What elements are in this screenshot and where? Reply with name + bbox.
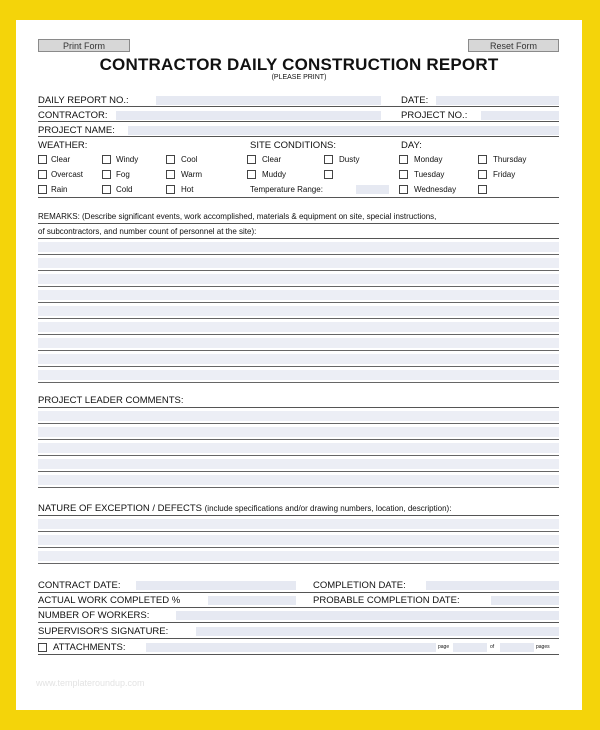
writing-line <box>38 455 559 456</box>
print-form-button[interactable]: Print Form <box>38 39 130 52</box>
attachments-label: ATTACHMENTS: <box>53 642 126 653</box>
form-page <box>16 20 582 710</box>
contractor-field[interactable] <box>116 111 381 120</box>
remarks-field[interactable] <box>38 290 559 300</box>
site-conditions-label: SITE CONDITIONS: <box>250 140 337 151</box>
nature-of-exception-label: NATURE OF EXCEPTION / DEFECTS (include specifications and/or drawing numbers, location, description): <box>38 503 452 514</box>
temperature-range-label: Temperature Range: <box>250 185 323 194</box>
comments-field[interactable] <box>38 427 559 437</box>
daily-report-no-field[interactable] <box>156 96 381 105</box>
site-clear-checkbox[interactable] <box>247 155 256 164</box>
actual-work-completed-label: ACTUAL WORK COMPLETED % <box>38 595 181 606</box>
weather-warm-checkbox[interactable] <box>166 170 175 179</box>
completion-date-field[interactable] <box>426 581 559 590</box>
writing-line <box>38 318 559 319</box>
day-tuesday-checkbox[interactable] <box>399 170 408 179</box>
writing-line <box>38 270 559 271</box>
weather-overcast-checkbox[interactable] <box>38 170 47 179</box>
site-other-checkbox[interactable] <box>324 170 333 179</box>
remarks-field[interactable] <box>38 322 559 332</box>
day-wednesday-label: Wednesday <box>414 185 457 194</box>
writing-line <box>38 334 559 335</box>
page-label: page <box>438 644 450 650</box>
writing-line <box>38 487 559 488</box>
day-wednesday-checkbox[interactable] <box>399 185 408 194</box>
remarks-label: REMARKS: (Describe significant events, work accomplished, materials & equipment on site, special instructions, <box>38 212 437 221</box>
writing-line <box>38 563 559 564</box>
project-no-field[interactable] <box>481 111 559 120</box>
comments-field[interactable] <box>38 475 559 485</box>
writing-line <box>38 382 559 383</box>
supervisor-signature-label: SUPERVISOR'S SIGNATURE: <box>38 626 169 637</box>
weather-fog-checkbox[interactable] <box>102 170 111 179</box>
weather-cold-label: Cold <box>116 185 133 194</box>
daily-report-no-label: DAILY REPORT NO.: <box>38 95 129 106</box>
remarks-field[interactable] <box>38 258 559 268</box>
writing-line <box>38 366 559 367</box>
writing-line <box>38 302 559 303</box>
watermark: www.templateroundup.com <box>36 678 145 688</box>
contractor-label: CONTRACTOR: <box>38 110 108 121</box>
divider <box>38 223 559 224</box>
exception-field[interactable] <box>38 519 559 529</box>
weather-cool-checkbox[interactable] <box>166 155 175 164</box>
day-thursday-checkbox[interactable] <box>478 155 487 164</box>
weather-rain-checkbox[interactable] <box>38 185 47 194</box>
probable-completion-date-field[interactable] <box>491 596 559 605</box>
actual-work-completed-field[interactable] <box>208 596 296 605</box>
date-field[interactable] <box>436 96 559 105</box>
divider <box>38 622 559 623</box>
weather-cool-label: Cool <box>181 155 198 164</box>
page-total-field[interactable] <box>500 643 534 652</box>
site-muddy-checkbox[interactable] <box>247 170 256 179</box>
divider <box>38 638 559 639</box>
of-label: of <box>490 644 495 650</box>
form-subtitle: (PLEASE PRINT) <box>271 74 327 81</box>
comments-field[interactable] <box>38 411 559 421</box>
site-dusty-label: Dusty <box>339 155 360 164</box>
contract-date-field[interactable] <box>136 581 296 590</box>
supervisor-signature-field[interactable] <box>196 627 559 636</box>
attachments-checkbox[interactable] <box>38 643 47 652</box>
temperature-range-field[interactable] <box>356 185 389 194</box>
comments-field[interactable] <box>38 459 559 469</box>
weather-clear-checkbox[interactable] <box>38 155 47 164</box>
divider <box>38 592 559 593</box>
reset-form-button[interactable]: Reset Form <box>468 39 559 52</box>
divider <box>38 607 559 608</box>
site-dusty-checkbox[interactable] <box>324 155 333 164</box>
divider <box>38 106 559 107</box>
day-thursday-label: Thursday <box>493 155 527 164</box>
writing-line <box>38 254 559 255</box>
project-no-label: PROJECT NO.: <box>401 110 468 121</box>
remarks-field[interactable] <box>38 370 559 380</box>
day-friday-checkbox[interactable] <box>478 170 487 179</box>
contract-date-label: CONTRACT DATE: <box>38 580 121 591</box>
date-label: DATE: <box>401 95 429 106</box>
divider <box>38 238 559 239</box>
day-monday-checkbox[interactable] <box>399 155 408 164</box>
weather-hot-label: Hot <box>181 185 194 194</box>
attachments-field[interactable] <box>146 643 436 652</box>
writing-line <box>38 286 559 287</box>
weather-windy-label: Windy <box>116 155 139 164</box>
weather-label: WEATHER: <box>38 140 88 151</box>
form-title: CONTRACTOR DAILY CONSTRUCTION REPORT <box>99 55 499 74</box>
remarks-field[interactable] <box>38 274 559 284</box>
divider <box>38 407 559 408</box>
writing-line <box>38 423 559 424</box>
comments-field[interactable] <box>38 443 559 453</box>
weather-windy-checkbox[interactable] <box>102 155 111 164</box>
day-friday-label: Friday <box>493 170 516 179</box>
writing-line <box>38 547 559 548</box>
day-other-checkbox[interactable] <box>478 185 487 194</box>
weather-clear-label: Clear <box>51 155 71 164</box>
exception-field[interactable] <box>38 551 559 561</box>
weather-cold-checkbox[interactable] <box>102 185 111 194</box>
divider <box>38 136 559 137</box>
weather-hot-checkbox[interactable] <box>166 185 175 194</box>
weather-overcast-label: Overcast <box>51 170 84 179</box>
project-name-label: PROJECT NAME: <box>38 125 115 136</box>
project-leader-comments-label: PROJECT LEADER COMMENTS: <box>38 395 184 406</box>
pages-label: pages <box>536 644 550 650</box>
remarks-label-continued: of subcontractors, and number count of personnel at the site): <box>38 227 257 236</box>
writing-line <box>38 439 559 440</box>
day-monday-label: Monday <box>414 155 443 164</box>
exception-field[interactable] <box>38 535 559 545</box>
project-name-field[interactable] <box>128 126 559 135</box>
day-tuesday-label: Tuesday <box>414 170 445 179</box>
divider <box>38 515 559 516</box>
page-number-field[interactable] <box>453 643 487 652</box>
number-of-workers-field[interactable] <box>176 611 559 620</box>
remarks-field[interactable] <box>38 338 559 348</box>
divider <box>38 121 559 122</box>
weather-warm-label: Warm <box>181 170 203 179</box>
remarks-field[interactable] <box>38 306 559 316</box>
divider <box>38 654 559 655</box>
writing-line <box>38 350 559 351</box>
divider <box>38 197 559 198</box>
site-clear-label: Clear <box>262 155 282 164</box>
remarks-field[interactable] <box>38 354 559 364</box>
writing-line <box>38 531 559 532</box>
weather-fog-label: Fog <box>116 170 130 179</box>
completion-date-label: COMPLETION DATE: <box>313 580 406 591</box>
remarks-field[interactable] <box>38 242 559 252</box>
probable-completion-date-label: PROBABLE COMPLETION DATE: <box>313 595 460 606</box>
day-label: DAY: <box>401 140 422 151</box>
writing-line <box>38 471 559 472</box>
site-muddy-label: Muddy <box>262 170 287 179</box>
weather-rain-label: Rain <box>51 185 68 194</box>
number-of-workers-label: NUMBER OF WORKERS: <box>38 610 150 621</box>
